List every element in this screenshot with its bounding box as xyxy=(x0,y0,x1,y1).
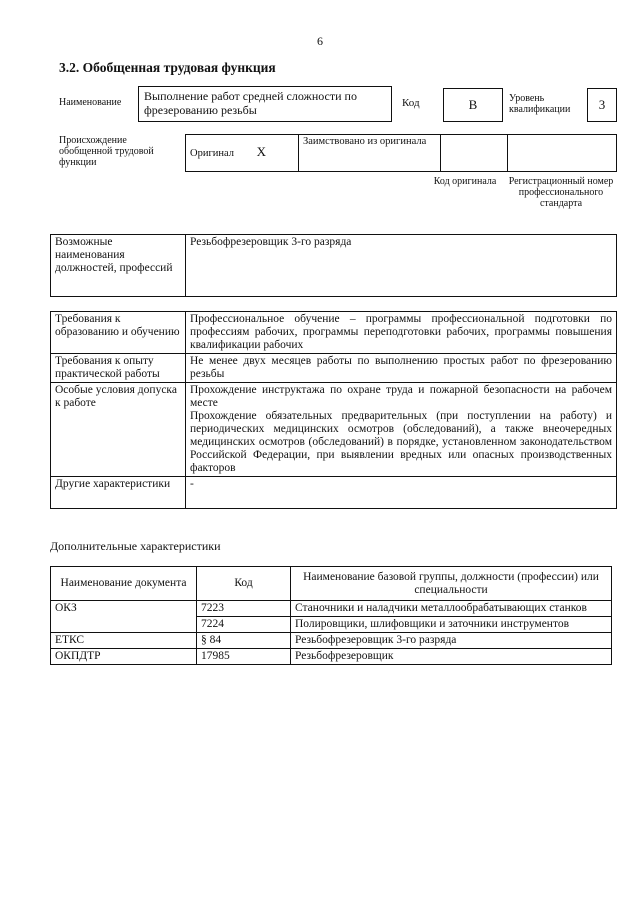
cell-code: § 84 xyxy=(197,633,291,649)
code-original-cell xyxy=(441,135,508,172)
code-original-caption: Код оригинала xyxy=(433,176,497,187)
additional-table xyxy=(50,566,612,665)
requirement-value: Профессиональное обучение – программы профессиональной подготовки по профессиям рабочих, программы переподготовки рабочих, программы повышения квалификации рабочих xyxy=(186,312,617,354)
cell-name: Станочники и наладчики металлообрабатывающих станков xyxy=(291,601,612,617)
cell-doc: ЕТКС xyxy=(51,633,197,649)
code-label: Код xyxy=(402,97,420,109)
level-value: 3 xyxy=(587,88,617,122)
original-label: Оригинал xyxy=(190,148,234,159)
requirement-value: - xyxy=(186,477,617,509)
borrowed-label: Заимствовано из оригинала xyxy=(299,135,441,172)
requirement-row xyxy=(51,354,617,383)
section-title: 3.2. Обобщенная трудовая функция xyxy=(59,60,276,75)
cell-name: Полировщики, шлифовщики и заточники инструментов xyxy=(291,617,612,633)
requirement-row xyxy=(51,383,617,477)
header-code: Код xyxy=(197,567,291,601)
table-row xyxy=(51,633,612,649)
cell-code: 7223 xyxy=(197,601,291,617)
requirement-paragraph: Прохождение инструктажа по охране труда и пожарной безопасности на рабочем месте xyxy=(190,384,612,409)
positions-label: Возможные наименования должностей, профессий xyxy=(51,235,186,297)
name-label: Наименование xyxy=(59,97,122,108)
function-name-box xyxy=(138,86,392,122)
requirement-label: Требования к образованию и обучению xyxy=(51,312,186,354)
cell-doc: ОКПДТР xyxy=(51,649,197,665)
requirement-row xyxy=(51,312,617,354)
header-doc: Наименование документа xyxy=(51,567,197,601)
requirements-table xyxy=(50,311,617,509)
reg-number-caption: Регистрационный номер профессионального стандарта xyxy=(508,176,614,209)
cell-code: 17985 xyxy=(197,649,291,665)
requirement-label: Особые условия допуска к работе xyxy=(51,383,186,477)
additional-title: Дополнительные характеристики xyxy=(50,539,221,553)
positions-value: Резьбофрезеровщик 3-го разряда xyxy=(186,235,617,297)
header-name: Наименование базовой группы, должности (профессии) или специальности xyxy=(291,567,612,601)
requirement-label: Другие характеристики xyxy=(51,477,186,509)
positions-table xyxy=(50,234,617,297)
table-row xyxy=(51,649,612,665)
reg-number-cell xyxy=(508,135,617,172)
requirement-label: Требования к опыту практической работы xyxy=(51,354,186,383)
original-mark: X xyxy=(256,144,267,159)
table-header-row xyxy=(51,567,612,601)
requirement-row xyxy=(51,477,617,509)
origin-label: Происхождение обобщенной трудовой функции xyxy=(59,135,154,168)
requirement-value: Не менее двух месяцев работы по выполнению простых работ по фрезерованию резьбы xyxy=(186,354,617,383)
function-name-value: Выполнение работ средней сложности по фрезерованию резьбы xyxy=(144,89,357,117)
level-label: Уровень квалификации xyxy=(509,93,571,115)
requirement-paragraph: Прохождение обязательных предварительных (при поступлении на работу) и периодических медицинских осмотров (обследований), а также внеочередных медицинских осмотров (обследований) в порядке, установленном законодательством Российской Федерации, при выявлении вредных или опасных производственных факторов xyxy=(190,410,612,474)
original-cell xyxy=(186,135,299,172)
requirement-value xyxy=(186,383,617,477)
cell-name: Резьбофрезеровщик 3-го разряда xyxy=(291,633,612,649)
code-value: B xyxy=(443,88,503,122)
cell-code: 7224 xyxy=(197,617,291,633)
cell-doc: ОКЗ xyxy=(51,601,197,633)
table-row xyxy=(51,601,612,617)
origin-table xyxy=(185,134,617,172)
page-number: 6 xyxy=(317,34,323,48)
cell-name: Резьбофрезеровщик xyxy=(291,649,612,665)
